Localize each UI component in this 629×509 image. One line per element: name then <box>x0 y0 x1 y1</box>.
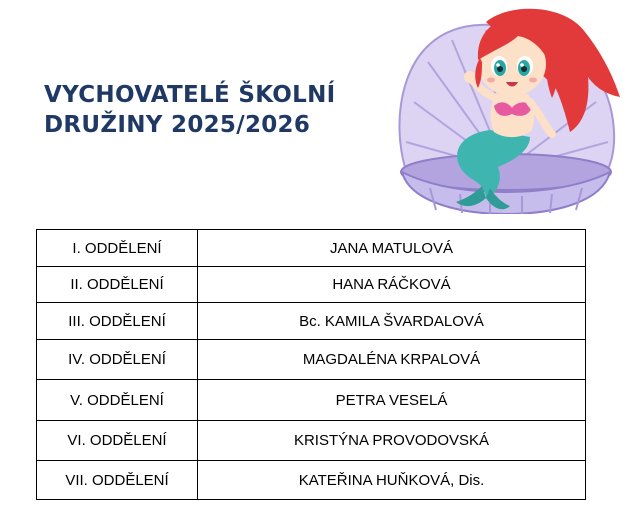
department-cell: I. ODDĚLENÍ <box>37 230 198 267</box>
mermaid-in-shell-icon <box>390 2 622 214</box>
table-row <box>37 303 586 340</box>
teacher-cell: JANA MATULOVÁ <box>198 230 586 267</box>
table-row <box>37 461 586 500</box>
page-title <box>44 80 384 140</box>
department-cell: IV. ODDĚLENÍ <box>37 340 198 380</box>
teacher-cell: HANA RÁČKOVÁ <box>198 267 586 303</box>
teacher-cell: PETRA VESELÁ <box>198 380 586 421</box>
department-cell: III. ODDĚLENÍ <box>37 303 198 340</box>
table-row <box>37 380 586 421</box>
department-cell: V. ODDĚLENÍ <box>37 380 198 421</box>
department-cell: II. ODDĚLENÍ <box>37 267 198 303</box>
staff-table <box>36 229 586 500</box>
table-row <box>37 340 586 380</box>
teacher-cell: KATEŘINA HUŇKOVÁ, Dis. <box>198 461 586 500</box>
department-cell: VI. ODDĚLENÍ <box>37 421 198 461</box>
teacher-cell: MAGDALÉNA KRPALOVÁ <box>198 340 586 380</box>
department-cell: VII. ODDĚLENÍ <box>37 461 198 500</box>
table-row <box>37 230 586 267</box>
table-row <box>37 267 586 303</box>
title-line-2: DRUŽINY 2025/2026 <box>44 112 311 138</box>
table-row <box>37 421 586 461</box>
teacher-cell: Bc. KAMILA ŠVARDALOVÁ <box>198 303 586 340</box>
title-line-1: VYCHOVATELÉ ŠKOLNÍ <box>44 82 336 108</box>
teacher-cell: KRISTÝNA PROVODOVSKÁ <box>198 421 586 461</box>
